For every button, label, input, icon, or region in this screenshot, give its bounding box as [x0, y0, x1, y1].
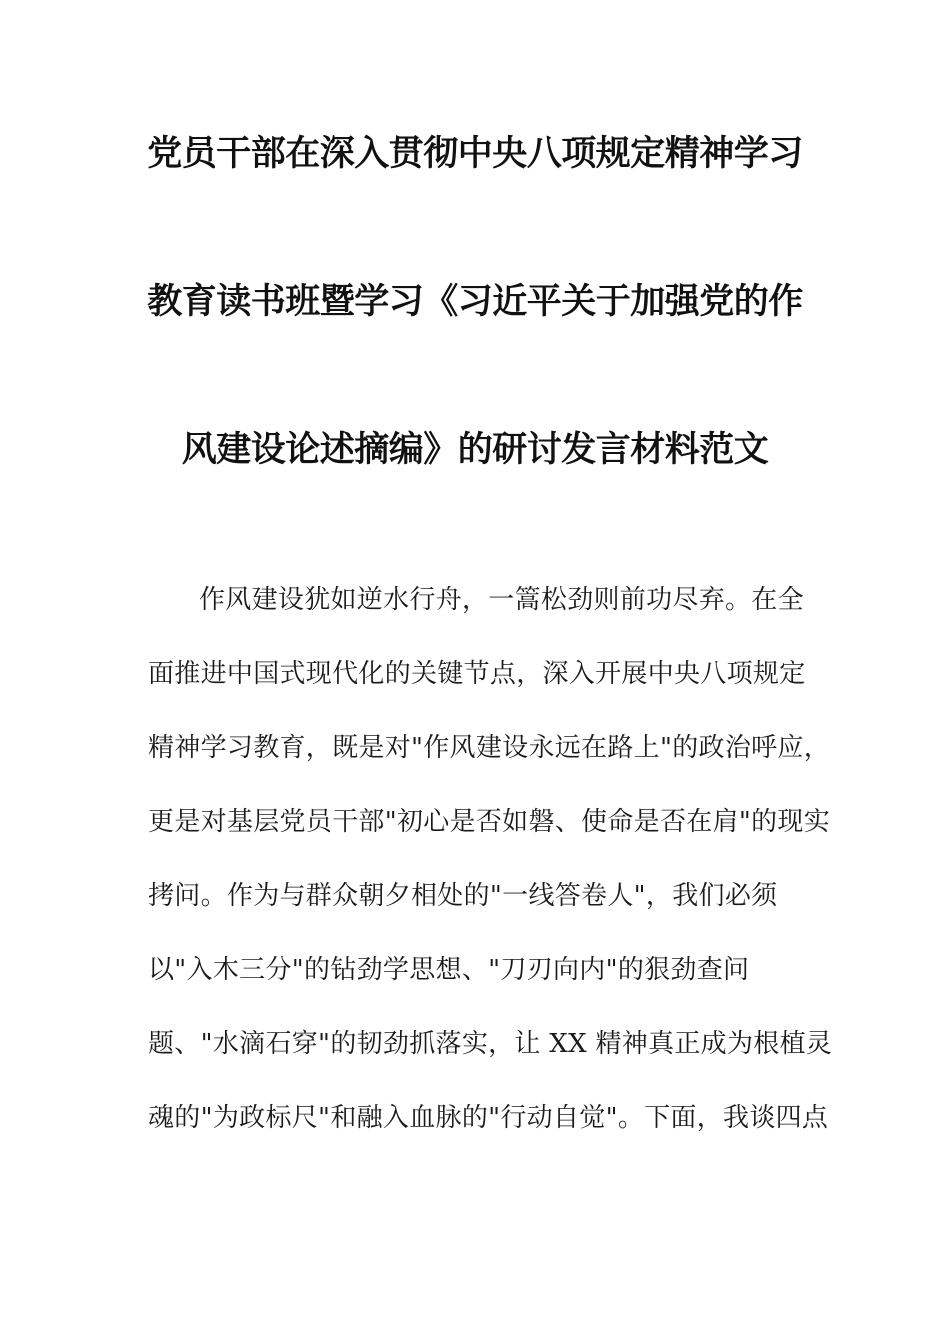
body-text-line-1: 作风建设犹如逆水行舟，一篙松劲则前功尽弃。在全: [199, 585, 804, 615]
body-text-line-3: 精神学习教育，既是对"作风建设永远在路上"的政治呼应，: [148, 733, 831, 763]
body-text-line-5: 拷问。作为与群众朝夕相处的"一线答卷人"，我们必须: [148, 881, 778, 911]
body-text-line-6: 以"入木三分"的钻劲学思想、"刀刃向内"的狠劲查问: [148, 955, 750, 985]
document-title-line-2: 教育读书班暨学习《习近平关于加强党的作: [147, 282, 803, 322]
document-title-line-1: 党员干部在深入贯彻中央八项规定精神学习: [147, 134, 803, 174]
document-title-line-3: 风建设论述摘编》的研讨发言材料范文: [181, 430, 769, 470]
body-text-line-7: 题、"水滴石穿"的韧劲抓落实，让 XX 精神真正成为根植灵: [148, 1029, 833, 1059]
body-text-line-4: 更是对基层党员干部"初心是否如磐、使命是否在肩"的现实: [148, 807, 831, 837]
body-text-line-2: 面推进中国式现代化的关键节点，深入开展中央八项规定: [148, 659, 806, 689]
body-text-line-8: 魂的"为政标尺"和融入血脉的"行动自觉"。下面，我谈四点: [148, 1103, 829, 1133]
